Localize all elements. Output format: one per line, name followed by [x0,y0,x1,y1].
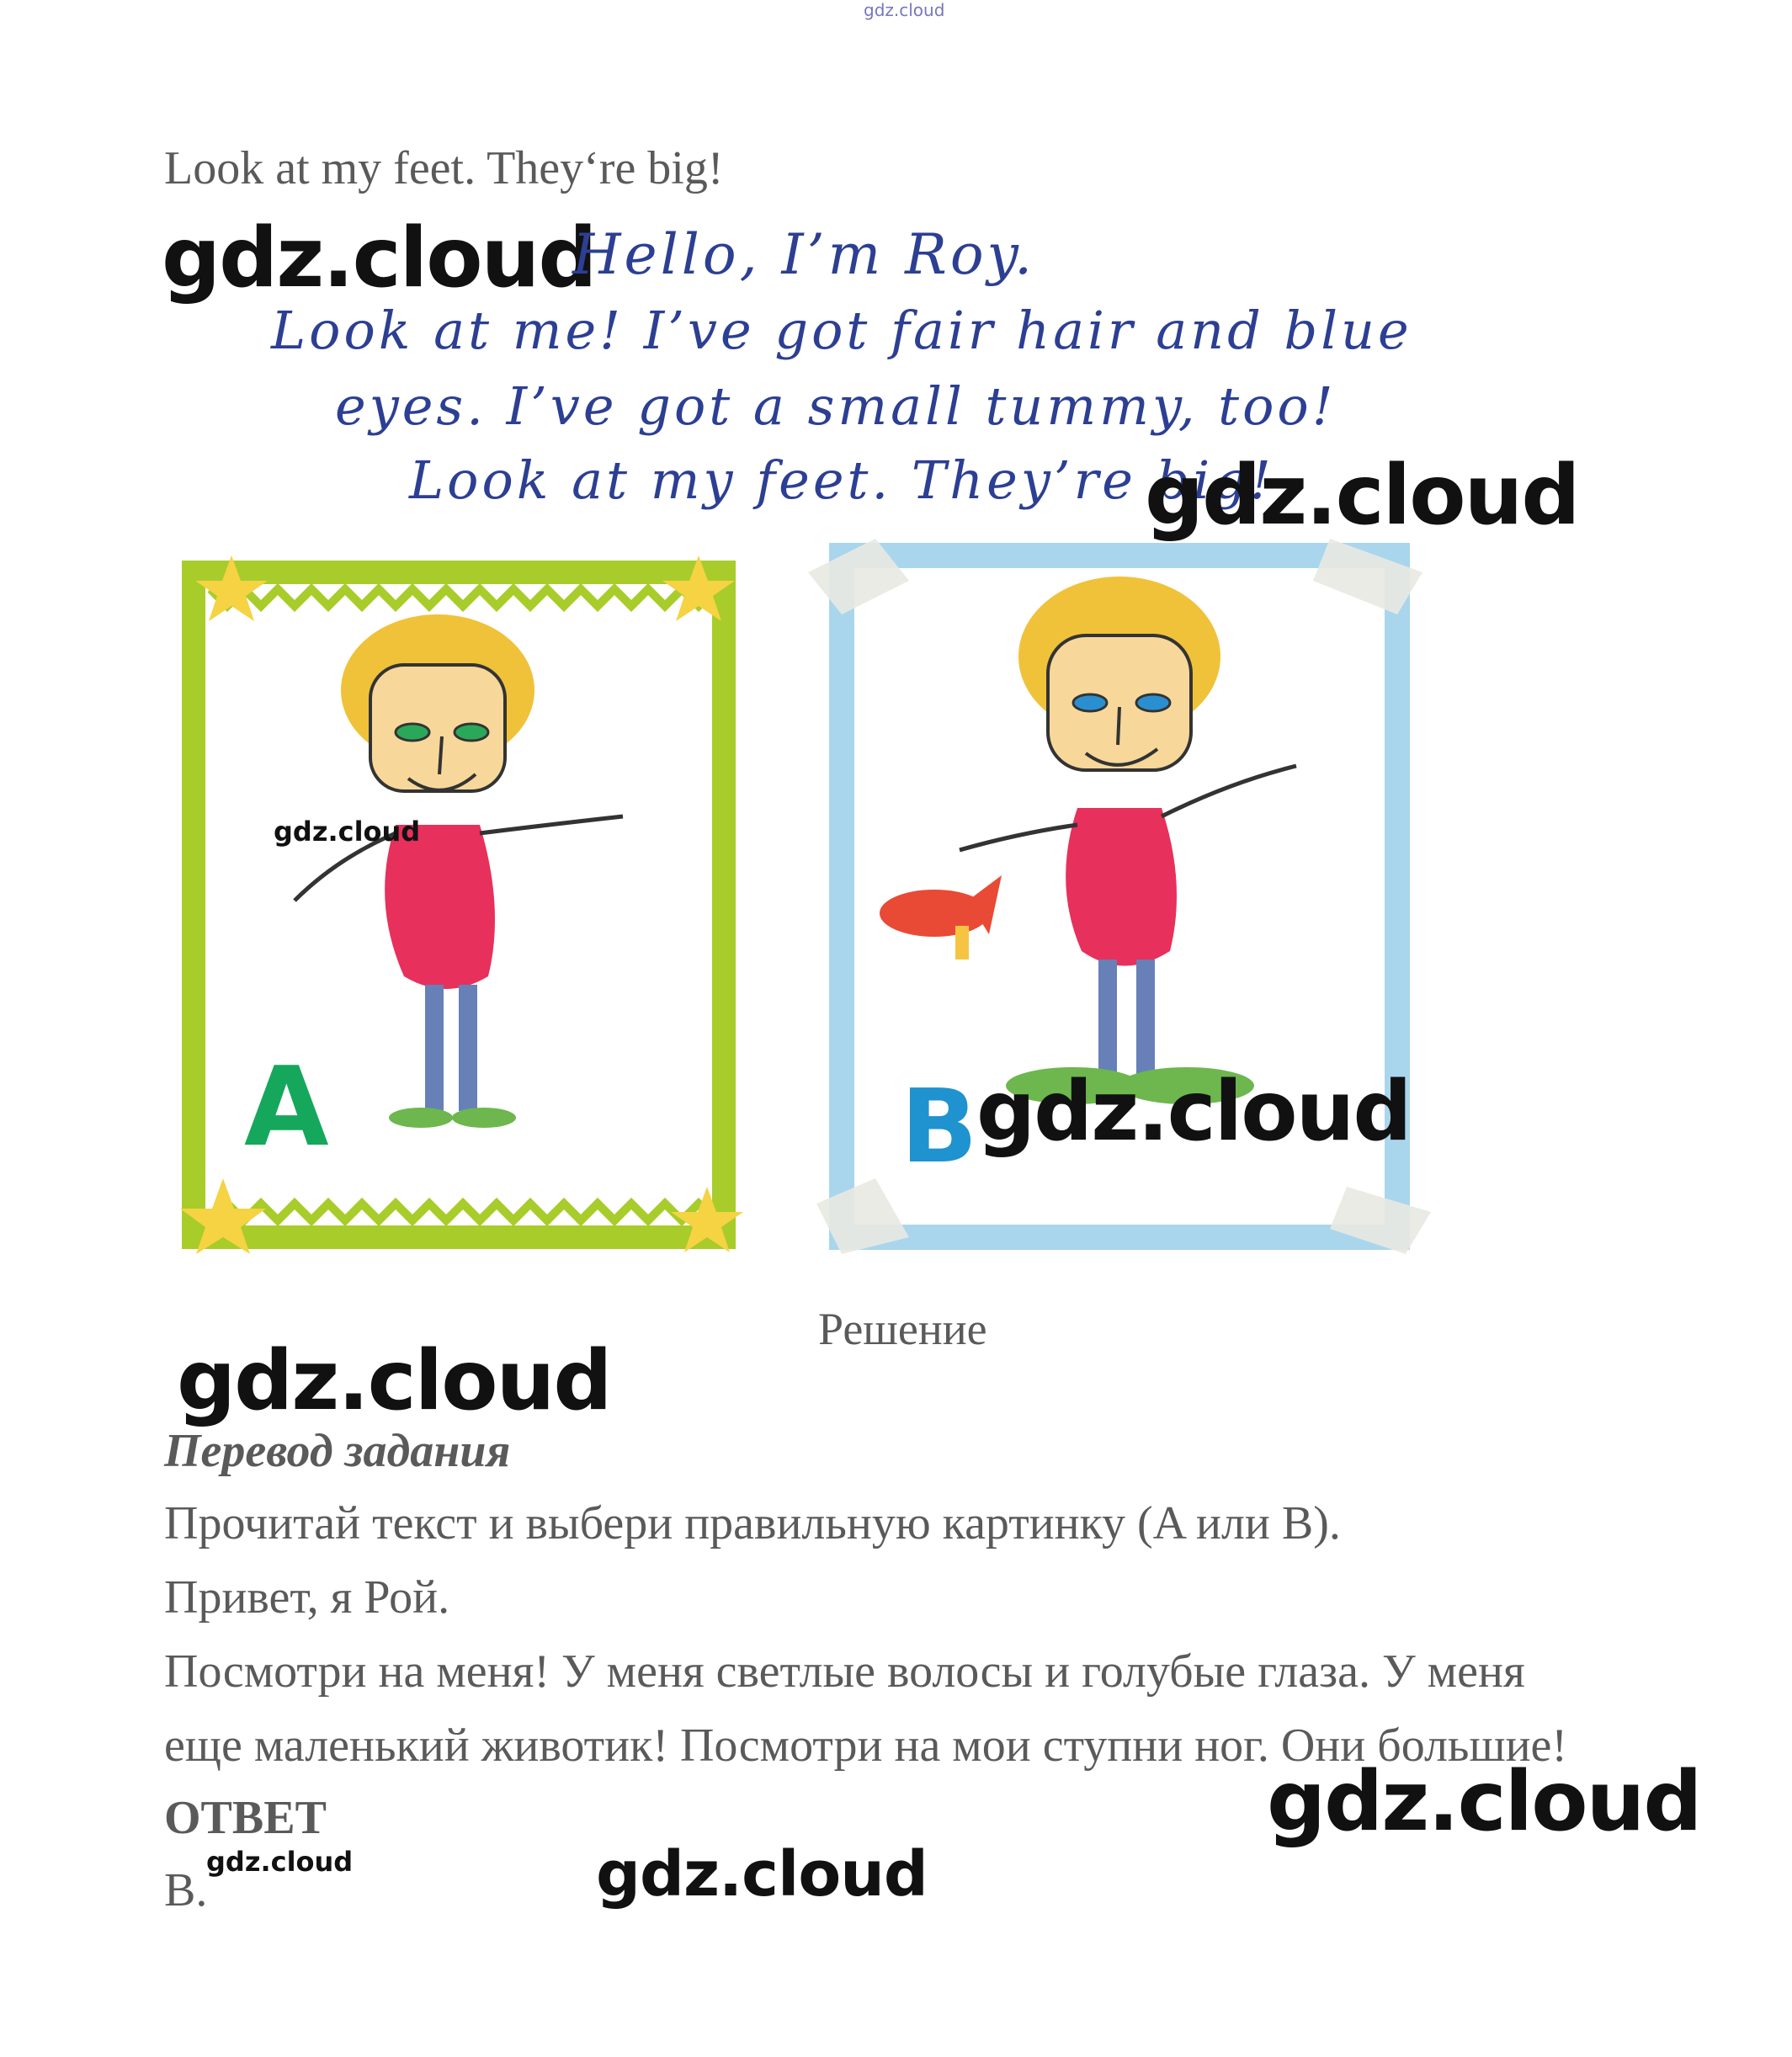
story-line-1: Hello, I’m Roy. [572,222,1036,287]
answer-heading: ОТВЕТ [164,1792,327,1844]
watermark: gdz.cloud [177,1333,611,1429]
watermark: gdz.cloud [596,1838,928,1911]
task-text: Прочитай текст и выбери правильную картинку (A или B). [164,1497,1341,1549]
watermark: gdz.cloud [274,816,421,848]
story-line-4: Look at my feet. They’re big! [409,449,1274,511]
header-watermark: gdz.cloud [864,0,945,20]
watermark: gdz.cloud [1145,448,1579,544]
picture-a [168,555,749,1254]
body-line-2: еще маленький животик! Посмотри на мои ступни ног. Они большие! [164,1719,1568,1772]
story-line-2: Look at me! I’ve got fair hair and blue [271,300,1412,361]
greeting-text: Привет, я Рой. [164,1571,450,1624]
picture-b-letter: B [901,1069,978,1186]
body-line-1: Посмотри на меня! У меня светлые волосы и голубые глаза. У меня [164,1645,1525,1698]
top-line: Look at my feet. They‘re big! [164,142,724,194]
translation-heading: Перевод задания [164,1425,511,1477]
watermark: gdz.cloud [1267,1754,1701,1850]
watermark: gdz.cloud [206,1846,354,1878]
watermark: gdz.cloud [976,1064,1411,1160]
answer-text: B. [164,1864,208,1916]
picture-a-letter: A [244,1043,329,1171]
story-line-3: eyes. I’ve got a small tummy, too! [335,375,1337,437]
watermark: gdz.cloud [162,210,596,306]
solution-title: Решение [818,1304,987,1354]
